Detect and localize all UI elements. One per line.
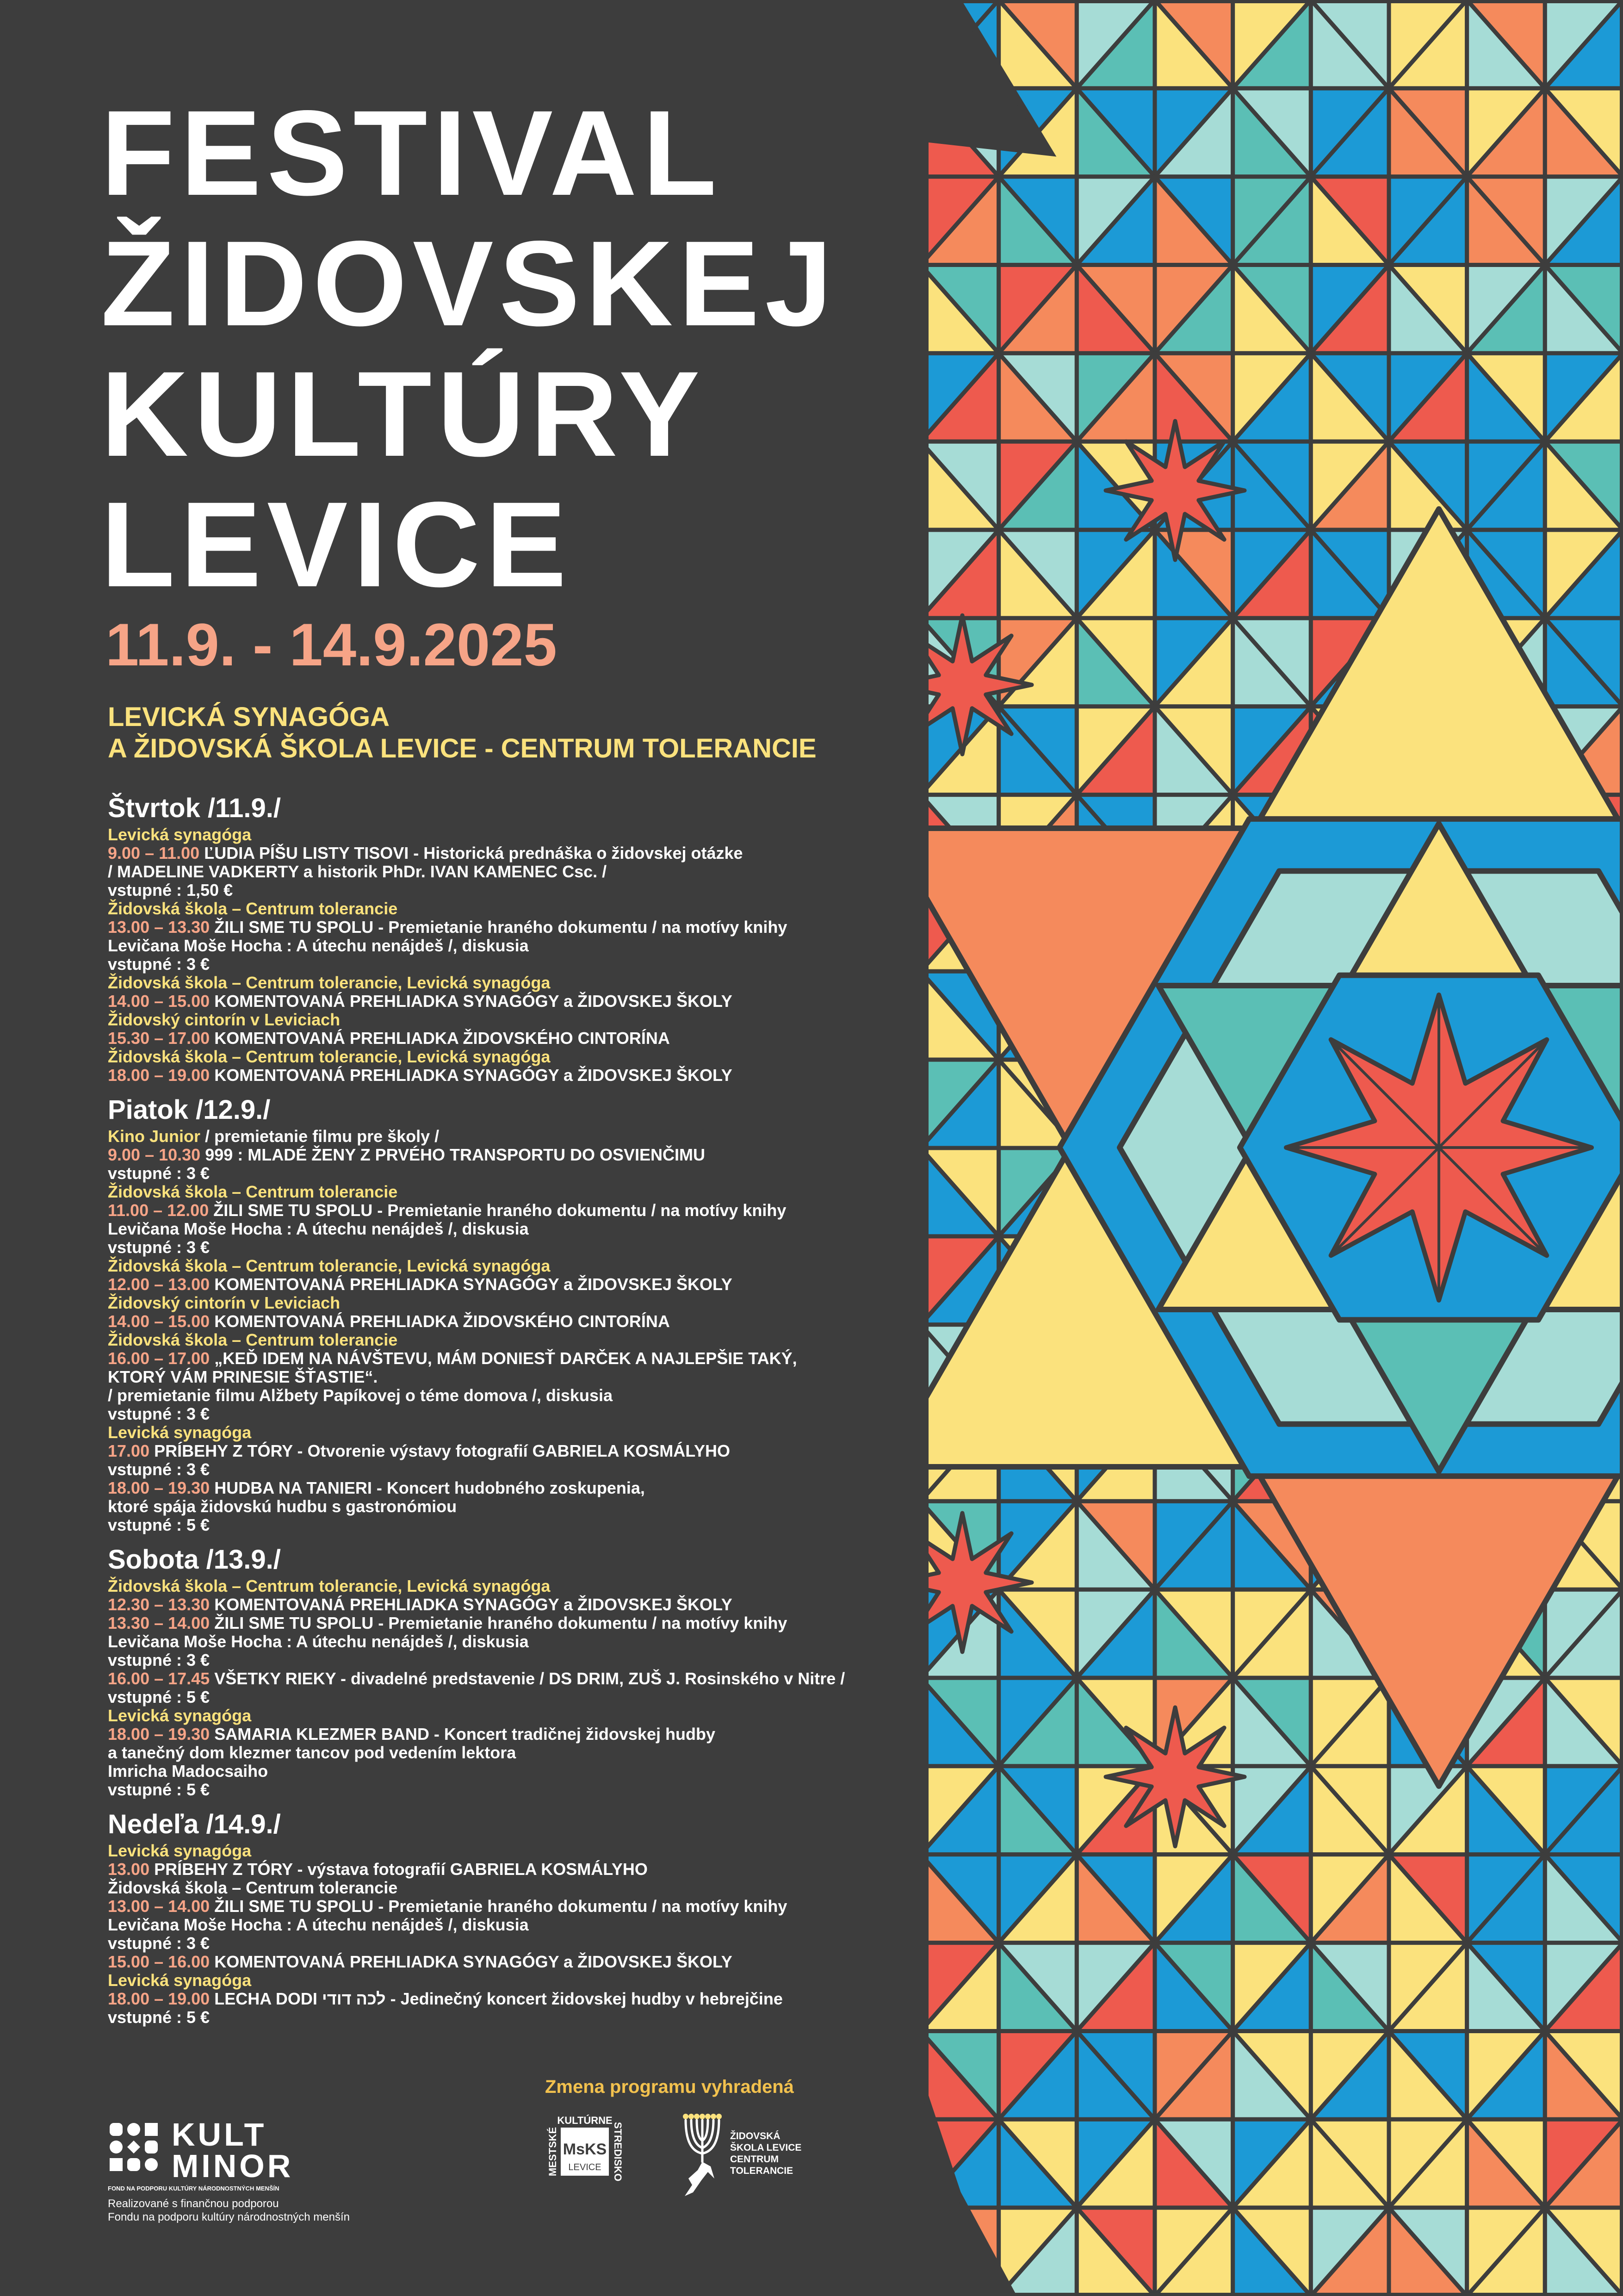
event-location: Židovská škola – Centrum tolerancie, Levická synagóga	[108, 1256, 551, 1275]
kult-word: KULT	[172, 2116, 267, 2153]
msks-bottom: LEVICE	[568, 2162, 601, 2172]
minor-word: MINOR	[172, 2148, 294, 2184]
program-day	[108, 1544, 922, 1799]
program-line	[108, 1860, 922, 1879]
event-location: Levická synagóga	[108, 1423, 252, 1442]
event-text: KOMENTOVANÁ PREHLIADKA SYNAGÓGY a ŽIDOVSKEJ ŠKOLY	[210, 1952, 732, 1971]
event-text: vstupné : 5 €	[108, 1688, 210, 1706]
event-text: / MADELINE VADKERTY a historik PhDr. IVAN KAMENEC Csc. /	[108, 862, 607, 881]
event-time: 13.00 – 14.00	[108, 1897, 210, 1916]
event-time: 18.00 – 19.30	[108, 1478, 210, 1497]
program-line	[108, 1275, 922, 1294]
event-time: 11.00 – 12.00	[108, 1201, 209, 1220]
program-line	[108, 1651, 922, 1669]
program-line	[108, 1368, 922, 1386]
event-text: KOMENTOVANÁ PREHLIADKA SYNAGÓGY a ŽIDOVSKEJ ŠKOLY	[210, 992, 732, 1011]
event-text: HUDBA NA TANIERI - Koncert hudobného zoskupenia,	[210, 1478, 645, 1497]
program-line	[108, 1405, 922, 1423]
program-line	[108, 863, 922, 881]
program-line	[108, 844, 922, 863]
event-time: 13.00	[108, 1860, 150, 1879]
event-time: 12.30 – 13.30	[108, 1595, 210, 1614]
event-text: ŽILI SME TU SPOLU - Premietanie hraného dokumentu / na motívy knihy	[210, 1897, 787, 1916]
program-line	[108, 1595, 922, 1614]
support-line: Realizované s finančnou podporou	[108, 2197, 279, 2210]
program-line	[108, 1688, 922, 1706]
zsl-text	[730, 2130, 801, 2177]
event-text: Levičana Moše Hocha : A útechu nenájdeš /, diskusia	[108, 1219, 529, 1238]
program-line	[108, 992, 922, 1011]
venue-line: A ŽIDOVSKÁ ŠKOLA LEVICE - CENTRUM TOLERANCIE	[108, 733, 817, 763]
event-text: Levičana Moše Hocha : A útechu nenájdeš /, diskusia	[108, 1915, 529, 1934]
event-text: SAMARIA KLEZMER BAND - Koncert tradičnej židovskej hudby	[210, 1725, 715, 1744]
program-line	[108, 1879, 922, 1897]
program-line	[108, 1497, 922, 1516]
support-note	[108, 2197, 350, 2224]
program-line	[108, 918, 922, 937]
event-time: 18.00 – 19.30	[108, 1725, 210, 1744]
event-text: Židovská škola – Centrum tolerancie	[108, 1878, 398, 1897]
program-line	[108, 955, 922, 974]
event-time: 16.00 – 17.00	[108, 1349, 210, 1368]
event-location: Židovská škola – Centrum tolerancie	[108, 1182, 398, 1201]
event-location: Levická synagóga	[108, 825, 252, 844]
program-line	[108, 1183, 922, 1201]
program-line	[108, 1516, 922, 1534]
program-line	[108, 1781, 922, 1799]
program-line	[108, 1146, 922, 1164]
program-line	[108, 1971, 922, 1990]
support-line: Fondu na podporu kultúry národnostných menšín	[108, 2211, 350, 2223]
program-line	[108, 1442, 922, 1460]
msks-center: MsKS	[563, 2141, 607, 2158]
program-line	[108, 1257, 922, 1275]
event-time: 9.00 – 11.00	[108, 844, 200, 863]
event-time: 9.00 – 10.30	[108, 1145, 201, 1164]
event-text: vstupné : 3 €	[108, 1404, 210, 1423]
event-text: / premietanie filmu pre školy /	[200, 1127, 440, 1146]
festival-dates: 11.9. - 14.9.2025	[105, 611, 557, 678]
day-title: Štvrtok /11.9./	[108, 793, 281, 823]
program-line	[108, 1762, 922, 1781]
program-line	[108, 1164, 922, 1183]
menorah-deer-icon	[675, 2111, 730, 2199]
event-time: 14.00 – 15.00	[108, 992, 210, 1011]
program-line	[108, 1632, 922, 1651]
venue-line: LEVICKÁ SYNAGÓGA	[108, 702, 390, 732]
program-line	[108, 1294, 922, 1312]
title-line: ŽIDOVSKEJ	[101, 216, 838, 351]
day-title: Sobota /13.9./	[108, 1545, 281, 1575]
event-text: KOMENTOVANÁ PREHLIADKA SYNAGÓGY a ŽIDOVSKEJ ŠKOLY	[210, 1066, 732, 1085]
event-time: 13.30 – 14.00	[108, 1613, 210, 1632]
title-line: FESTIVAL	[101, 85, 722, 221]
fund-caption: FOND NA PODPORU KULTÚRY NÁRODNOSTNÝCH MENŠÍN	[108, 2185, 279, 2192]
program-line	[108, 1916, 922, 1934]
program-line	[108, 1934, 922, 1953]
program	[108, 792, 922, 2036]
event-time: 12.00 – 13.00	[108, 1275, 210, 1294]
glass-panes	[886, 0, 1623, 2296]
program-line	[108, 1725, 922, 1744]
program-line	[108, 881, 922, 900]
program-line	[108, 900, 922, 918]
event-time: 18.00 – 19.00	[108, 1989, 210, 2008]
event-location: Židovská škola – Centrum tolerancie, Levická synagóga	[108, 973, 551, 992]
program-line	[108, 1386, 922, 1405]
event-location: Židovský cintorín v Leviciach	[108, 1293, 341, 1312]
program-line	[108, 1220, 922, 1238]
event-text: ŽILI SME TU SPOLU - Premietanie hraného dokumentu / na motívy knihy	[210, 1613, 787, 1632]
title-line: KULTÚRY	[101, 346, 706, 482]
program-line	[108, 937, 922, 955]
program-line	[108, 1669, 922, 1688]
program-line	[108, 2008, 922, 2027]
event-text: vstupné : 5 €	[108, 1780, 210, 1799]
event-text: a tanečný dom klezmer tancov pod vedením lektora	[108, 1743, 516, 1762]
zsl-line: TOLERANCIE	[730, 2166, 793, 2176]
event-text: 999 : MLADÉ ŽENY Z PRVÉHO TRANSPORTU DO OSVIENČIMU	[200, 1145, 705, 1164]
program-line	[108, 1953, 922, 1971]
program-line	[108, 974, 922, 992]
event-location: Židovský cintorín v Leviciach	[108, 1010, 341, 1029]
event-text: „KEĎ IDEM NA NÁVŠTEVU, MÁM DONIESŤ DARČEK A NAJLEPŠIE TAKÝ,	[210, 1349, 797, 1368]
msks-top: KULTÚRNE	[557, 2115, 613, 2126]
event-text: Imricha Madocsaiho	[108, 1762, 268, 1781]
event-text: vstupné : 3 €	[108, 1164, 210, 1183]
day-title: Nedeľa /14.9./	[108, 1809, 281, 1839]
event-text: KOMENTOVANÁ PREHLIADKA ŽIDOVSKÉHO CINTORÍNA	[210, 1029, 670, 1048]
festival-title	[101, 85, 838, 612]
program-line	[108, 1744, 922, 1762]
program-line	[108, 1479, 922, 1497]
program-day	[108, 1094, 922, 1534]
event-text: vstupné : 5 €	[108, 1515, 210, 1534]
event-time: 13.00 – 13.30	[108, 918, 210, 937]
title-line: LEVICE	[101, 477, 572, 612]
program-day	[108, 1808, 922, 2027]
event-text: vstupné : 1,50 €	[108, 881, 233, 900]
program-line	[108, 1127, 922, 1146]
msks-left: MESTSKÉ	[547, 2127, 558, 2177]
event-location: Židovská škola – Centrum tolerancie	[108, 899, 398, 918]
program-line	[108, 1048, 922, 1066]
event-text: ĽUDIA PÍŠU LISTY TISOVI - Historická prednáška o židovskej otázke	[199, 844, 743, 863]
event-location: Levická synagóga	[108, 1841, 252, 1860]
event-location: Levická synagóga	[108, 1971, 252, 1990]
event-text: PRÍBEHY Z TÓRY - výstava fotografií GABRIELA KOSMÁLYHO	[149, 1860, 648, 1879]
program-line	[108, 1238, 922, 1257]
program-line	[108, 1614, 922, 1632]
program-line	[108, 825, 922, 844]
zsl-line: ŽIDOVSKÁ	[730, 2131, 781, 2141]
event-text: vstupné : 3 €	[108, 1460, 210, 1479]
msks-right: STREDISKO	[612, 2122, 624, 2182]
event-text: KOMENTOVANÁ PREHLIADKA SYNAGÓGY a ŽIDOVSKEJ ŠKOLY	[210, 1595, 732, 1614]
event-text: KOMENTOVANÁ PREHLIADKA ŽIDOVSKÉHO CINTORÍNA	[210, 1312, 670, 1331]
event-location: Levická synagóga	[108, 1706, 252, 1725]
program-line	[108, 1201, 922, 1220]
zsl-line: CENTRUM	[730, 2154, 779, 2165]
event-location: Židovská škola – Centrum tolerancie, Levická synagóga	[108, 1047, 551, 1066]
event-text: / premietanie filmu Alžbety Papíkovej o téme domova /, diskusia	[108, 1386, 613, 1405]
event-time: 17.00	[108, 1441, 150, 1460]
event-text: LECHA DODI לכה דודי - Jedinečný koncert židovskej hudby v hebrejčine	[210, 1989, 783, 2008]
program-line	[108, 1842, 922, 1860]
event-text: vstupné : 5 €	[108, 2008, 210, 2027]
program-line	[108, 1029, 922, 1048]
event-time: 14.00 – 15.00	[108, 1312, 210, 1331]
event-location: Kino Junior	[108, 1127, 200, 1146]
event-time: 18.00 – 19.00	[108, 1066, 210, 1085]
program-line	[108, 1331, 922, 1349]
program-line	[108, 1423, 922, 1442]
event-text: vstupné : 3 €	[108, 955, 210, 974]
program-line	[108, 1011, 922, 1029]
program-line	[108, 1066, 922, 1085]
program-line	[108, 1706, 922, 1725]
program-day	[108, 792, 922, 1085]
program-line	[108, 1990, 922, 2008]
zidovska-skola-logo	[675, 2111, 813, 2199]
event-location: Židovská škola – Centrum tolerancie, Levická synagóga	[108, 1576, 551, 1595]
event-text: PRÍBEHY Z TÓRY - Otvorenie výstavy fotografií GABRIELA KOSMÁLYHO	[149, 1441, 730, 1460]
event-text: vstupné : 3 €	[108, 1651, 210, 1669]
day-title: Piatok /12.9./	[108, 1095, 271, 1125]
event-text: Levičana Moše Hocha : A útechu nenájdeš /, diskusia	[108, 1632, 529, 1651]
msks-logo	[545, 2112, 625, 2191]
event-text: KTORÝ VÁM PRINESIE ŠŤASTIE“.	[108, 1367, 378, 1386]
program-line	[108, 1312, 922, 1331]
zsl-line: ŠKOLA LEVICE	[730, 2142, 802, 2153]
event-text: vstupné : 3 €	[108, 1238, 210, 1257]
event-text: ktoré spája židovskú hudbu s gastronómiou	[108, 1497, 457, 1516]
event-location: Židovská škola – Centrum tolerancie	[108, 1330, 398, 1349]
event-text: Levičana Moše Hocha : A útechu nenájdeš /, diskusia	[108, 936, 529, 955]
event-time: 16.00 – 17.45	[108, 1669, 210, 1688]
event-text: ŽILI SME TU SPOLU - Premietanie hraného dokumentu / na motívy knihy	[209, 1201, 787, 1220]
event-time: 15.30 – 17.00	[108, 1029, 210, 1048]
program-line	[108, 1460, 922, 1479]
event-text: ŽILI SME TU SPOLU - Premietanie hraného dokumentu / na motívy knihy	[210, 918, 787, 937]
event-text: KOMENTOVANÁ PREHLIADKA SYNAGÓGY a ŽIDOVSKEJ ŠKOLY	[210, 1275, 732, 1294]
kult-minor-grid-icon	[108, 2121, 160, 2173]
event-text: vstupné : 3 €	[108, 1934, 210, 1953]
program-change-notice: Zmena programu vyhradená	[545, 2077, 794, 2097]
program-line	[108, 1577, 922, 1595]
event-time: 15.00 – 16.00	[108, 1952, 210, 1971]
program-line	[108, 1897, 922, 1916]
event-text: VŠETKY RIEKY - divadelné predstavenie / DS DRIM, ZUŠ J. Rosinského v Nitre /	[210, 1669, 845, 1688]
venue	[108, 701, 817, 764]
program-line	[108, 1349, 922, 1368]
